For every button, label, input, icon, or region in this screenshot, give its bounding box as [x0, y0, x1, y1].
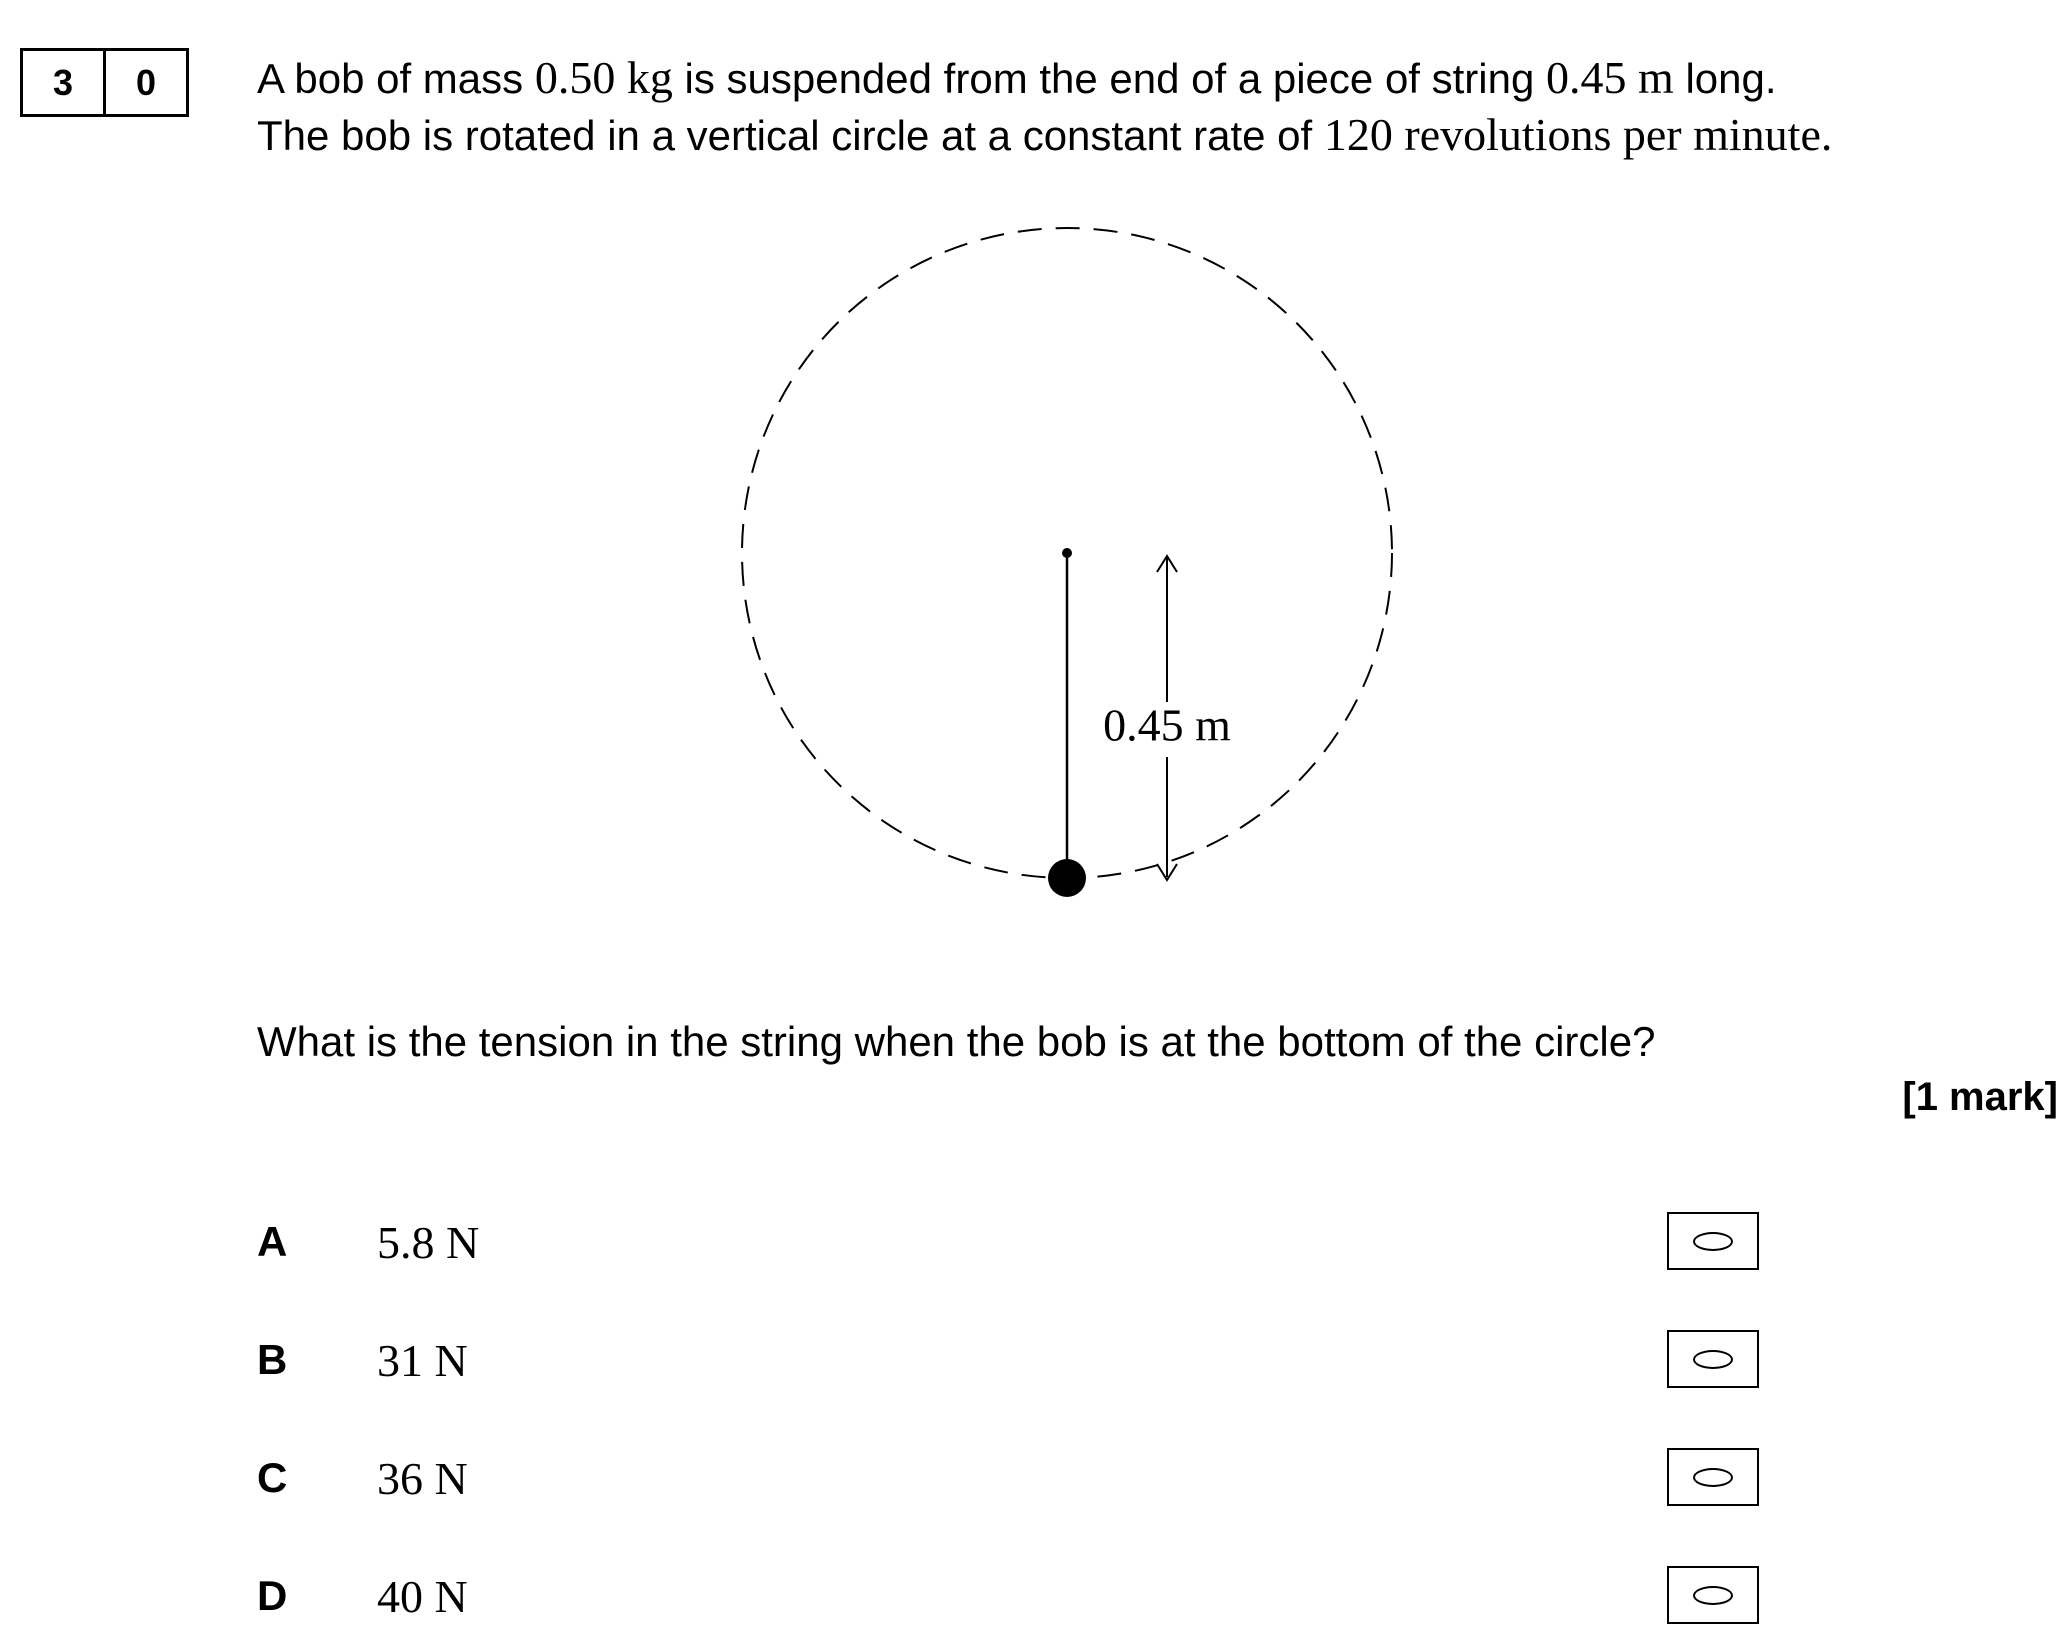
question-number-digit-2: 0 [103, 51, 186, 114]
question-stem [257, 50, 1832, 164]
question-text: What is the tension in the string when the bob is at the bottom of the circle? [257, 1018, 1656, 1065]
option-letter: D [257, 1572, 288, 1619]
question-number-box [20, 48, 189, 117]
radius-label: 0.45 m [1103, 699, 1231, 751]
option-value: 31 N [377, 1334, 468, 1386]
lozenge-icon [1693, 1350, 1733, 1369]
option-letter: A [257, 1218, 288, 1265]
bob [1048, 859, 1086, 897]
stem-text: The bob is rotated in a vertical circle at a constant rate of [257, 112, 1324, 159]
lozenge-icon [1693, 1586, 1733, 1605]
lozenge-icon [1693, 1232, 1733, 1251]
marks-label: [1 mark] [1902, 1075, 2058, 1119]
vertical-circle-diagram [700, 200, 1500, 925]
option-b [257, 1330, 468, 1390]
rate-value: 120 revolutions per minute. [1323, 109, 1833, 160]
mass-value: 0.50 kg [534, 52, 673, 103]
length-value: 0.45 m [1546, 52, 1674, 103]
stem-line-1 [257, 50, 1832, 107]
stem-text: is suspended from the end of a piece of string [672, 55, 1547, 102]
diagram-svg [700, 200, 1500, 920]
stem-line-2 [257, 107, 1832, 164]
question-number-digit-1: 3 [52, 61, 74, 103]
lozenge-icon [1693, 1468, 1733, 1487]
stem-text: long. [1673, 55, 1777, 102]
answer-box-c[interactable] [1667, 1448, 1759, 1506]
answer-box-d[interactable] [1667, 1566, 1759, 1624]
stem-text: A bob of mass [257, 55, 535, 102]
answer-box-b[interactable] [1667, 1330, 1759, 1388]
option-letter: B [257, 1336, 288, 1383]
option-c [257, 1448, 468, 1508]
answer-box-a[interactable] [1667, 1212, 1759, 1270]
option-a [257, 1212, 479, 1272]
option-d [257, 1566, 468, 1626]
pivot-point [1062, 548, 1072, 558]
option-letter: C [257, 1454, 288, 1501]
option-value: 36 N [377, 1452, 468, 1504]
option-value: 5.8 N [377, 1216, 480, 1268]
option-value: 40 N [377, 1570, 468, 1622]
